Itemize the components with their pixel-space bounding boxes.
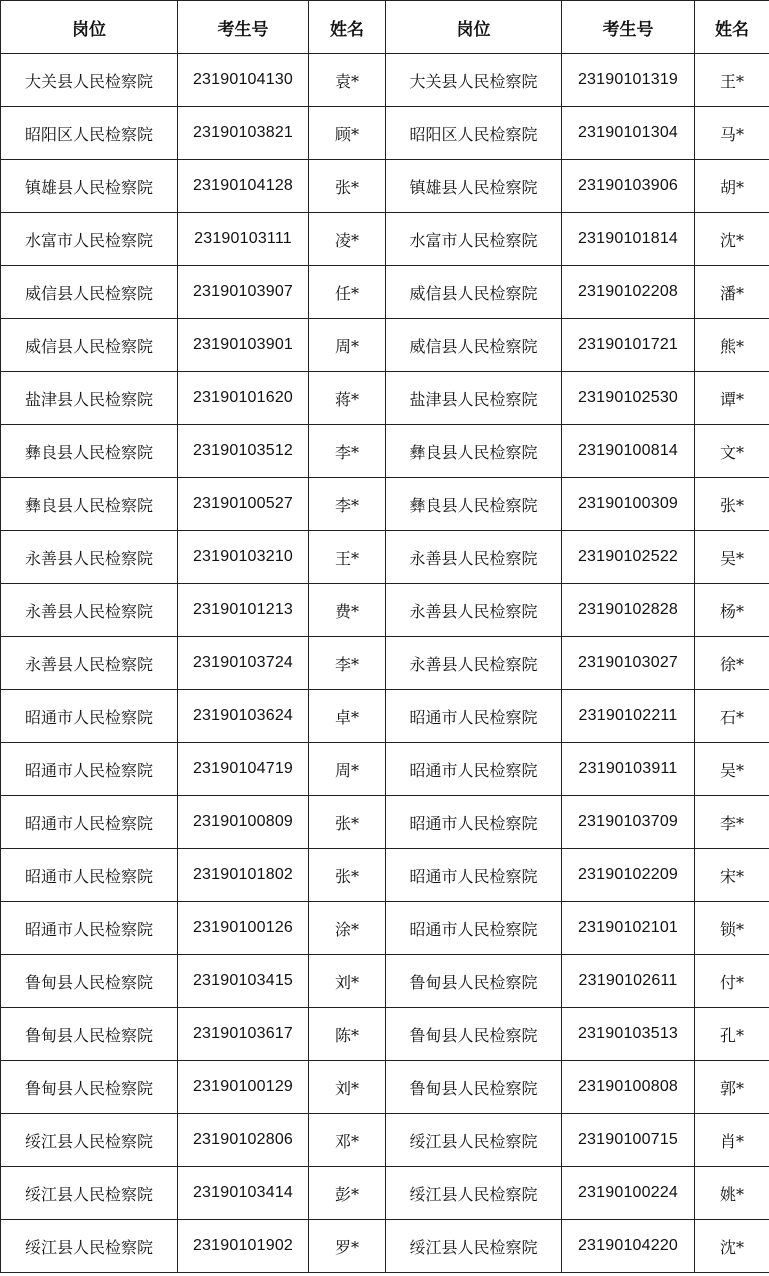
table-row bbox=[1, 955, 769, 1008]
header-exam-number-right: 考生号 bbox=[562, 1, 695, 54]
cell-exam-number-left: 23190104128 bbox=[178, 160, 309, 213]
table-row bbox=[1, 425, 769, 478]
table-row bbox=[1, 584, 769, 637]
cell-exam-number-left: 23190102806 bbox=[178, 1114, 309, 1167]
cell-name-right: 郭* bbox=[695, 1061, 769, 1114]
table-row bbox=[1, 54, 769, 107]
cell-exam-number-right: 23190100715 bbox=[562, 1114, 695, 1167]
cell-exam-number-left: 23190101620 bbox=[178, 372, 309, 425]
cell-name-left: 邓* bbox=[309, 1114, 386, 1167]
cell-exam-number-right: 23190100814 bbox=[562, 425, 695, 478]
cell-name-left: 罗* bbox=[309, 1220, 386, 1273]
cell-exam-number-right: 23190101319 bbox=[562, 54, 695, 107]
cell-name-right: 沈* bbox=[695, 1220, 769, 1273]
cell-exam-number-left: 23190100129 bbox=[178, 1061, 309, 1114]
cell-name-right: 马* bbox=[695, 107, 769, 160]
cell-exam-number-right: 23190100224 bbox=[562, 1167, 695, 1220]
cell-post-left: 昭通市人民检察院 bbox=[1, 902, 178, 955]
cell-name-right: 肖* bbox=[695, 1114, 769, 1167]
cell-name-right: 胡* bbox=[695, 160, 769, 213]
cell-post-left: 永善县人民检察院 bbox=[1, 584, 178, 637]
cell-exam-number-right: 23190103906 bbox=[562, 160, 695, 213]
cell-post-left: 昭阳区人民检察院 bbox=[1, 107, 178, 160]
cell-post-left: 昭通市人民检察院 bbox=[1, 849, 178, 902]
cell-name-left: 刘* bbox=[309, 1061, 386, 1114]
cell-exam-number-right: 23190101814 bbox=[562, 213, 695, 266]
table-row bbox=[1, 902, 769, 955]
table-row bbox=[1, 319, 769, 372]
cell-name-right: 吴* bbox=[695, 743, 769, 796]
cell-post-right: 昭通市人民检察院 bbox=[386, 743, 562, 796]
cell-name-left: 李* bbox=[309, 478, 386, 531]
cell-post-right: 彝良县人民检察院 bbox=[386, 478, 562, 531]
cell-post-left: 彝良县人民检察院 bbox=[1, 425, 178, 478]
cell-name-left: 彭* bbox=[309, 1167, 386, 1220]
cell-name-left: 涂* bbox=[309, 902, 386, 955]
cell-exam-number-left: 23190103617 bbox=[178, 1008, 309, 1061]
cell-post-left: 绥江县人民检察院 bbox=[1, 1167, 178, 1220]
table-row bbox=[1, 796, 769, 849]
cell-post-left: 永善县人民检察院 bbox=[1, 637, 178, 690]
table-row bbox=[1, 1220, 769, 1273]
table-row bbox=[1, 1114, 769, 1167]
cell-exam-number-right: 23190103027 bbox=[562, 637, 695, 690]
cell-exam-number-right: 23190101304 bbox=[562, 107, 695, 160]
cell-exam-number-right: 23190100808 bbox=[562, 1061, 695, 1114]
cell-post-left: 鲁甸县人民检察院 bbox=[1, 1061, 178, 1114]
cell-post-left: 昭通市人民检察院 bbox=[1, 743, 178, 796]
cell-name-left: 陈* bbox=[309, 1008, 386, 1061]
cell-exam-number-right: 23190103709 bbox=[562, 796, 695, 849]
cell-post-left: 鲁甸县人民检察院 bbox=[1, 955, 178, 1008]
cell-post-left: 水富市人民检察院 bbox=[1, 213, 178, 266]
cell-name-right: 潘* bbox=[695, 266, 769, 319]
cell-name-right: 付* bbox=[695, 955, 769, 1008]
cell-post-left: 绥江县人民检察院 bbox=[1, 1220, 178, 1273]
cell-name-right: 张* bbox=[695, 478, 769, 531]
cell-exam-number-right: 23190104220 bbox=[562, 1220, 695, 1273]
cell-post-left: 盐津县人民检察院 bbox=[1, 372, 178, 425]
cell-name-right: 李* bbox=[695, 796, 769, 849]
cell-name-right: 吴* bbox=[695, 531, 769, 584]
cell-exam-number-left: 23190100809 bbox=[178, 796, 309, 849]
cell-exam-number-right: 23190102209 bbox=[562, 849, 695, 902]
cell-name-left: 蒋* bbox=[309, 372, 386, 425]
cell-post-right: 彝良县人民检察院 bbox=[386, 425, 562, 478]
cell-name-right: 孔* bbox=[695, 1008, 769, 1061]
cell-exam-number-left: 23190103724 bbox=[178, 637, 309, 690]
cell-name-right: 姚* bbox=[695, 1167, 769, 1220]
cell-post-right: 昭通市人民检察院 bbox=[386, 796, 562, 849]
cell-post-right: 大关县人民检察院 bbox=[386, 54, 562, 107]
cell-name-right: 锁* bbox=[695, 902, 769, 955]
cell-exam-number-left: 23190103210 bbox=[178, 531, 309, 584]
cell-exam-number-right: 23190102611 bbox=[562, 955, 695, 1008]
cell-post-left: 镇雄县人民检察院 bbox=[1, 160, 178, 213]
cell-post-left: 昭通市人民检察院 bbox=[1, 690, 178, 743]
cell-post-left: 威信县人民检察院 bbox=[1, 266, 178, 319]
cell-post-left: 鲁甸县人民检察院 bbox=[1, 1008, 178, 1061]
cell-post-right: 昭通市人民检察院 bbox=[386, 902, 562, 955]
cell-post-right: 水富市人民检察院 bbox=[386, 213, 562, 266]
cell-name-left: 张* bbox=[309, 849, 386, 902]
cell-name-left: 李* bbox=[309, 637, 386, 690]
table-row bbox=[1, 372, 769, 425]
cell-exam-number-left: 23190100126 bbox=[178, 902, 309, 955]
header-post-left: 岗位 bbox=[1, 1, 178, 54]
cell-exam-number-left: 23190101213 bbox=[178, 584, 309, 637]
cell-name-left: 周* bbox=[309, 319, 386, 372]
table-row bbox=[1, 1061, 769, 1114]
table-row bbox=[1, 637, 769, 690]
cell-post-right: 绥江县人民检察院 bbox=[386, 1220, 562, 1273]
cell-exam-number-right: 23190101721 bbox=[562, 319, 695, 372]
cell-name-right: 熊* bbox=[695, 319, 769, 372]
cell-exam-number-left: 23190103414 bbox=[178, 1167, 309, 1220]
table-body bbox=[1, 54, 769, 1273]
cell-name-right: 石* bbox=[695, 690, 769, 743]
cell-post-right: 昭通市人民检察院 bbox=[386, 849, 562, 902]
cell-name-left: 王* bbox=[309, 531, 386, 584]
header-exam-number-left: 考生号 bbox=[178, 1, 309, 54]
cell-exam-number-right: 23190102522 bbox=[562, 531, 695, 584]
cell-name-left: 周* bbox=[309, 743, 386, 796]
cell-name-right: 宋* bbox=[695, 849, 769, 902]
table-row bbox=[1, 1167, 769, 1220]
cell-exam-number-left: 23190103624 bbox=[178, 690, 309, 743]
cell-post-right: 永善县人民检察院 bbox=[386, 531, 562, 584]
cell-post-right: 盐津县人民检察院 bbox=[386, 372, 562, 425]
cell-name-left: 任* bbox=[309, 266, 386, 319]
cell-exam-number-left: 23190104130 bbox=[178, 54, 309, 107]
table-row bbox=[1, 478, 769, 531]
cell-post-left: 永善县人民检察院 bbox=[1, 531, 178, 584]
cell-exam-number-right: 23190102530 bbox=[562, 372, 695, 425]
cell-name-right: 杨* bbox=[695, 584, 769, 637]
table-row bbox=[1, 1008, 769, 1061]
cell-post-right: 绥江县人民检察院 bbox=[386, 1167, 562, 1220]
cell-post-right: 永善县人民检察院 bbox=[386, 637, 562, 690]
cell-exam-number-right: 23190100309 bbox=[562, 478, 695, 531]
header-post-right: 岗位 bbox=[386, 1, 562, 54]
cell-name-left: 刘* bbox=[309, 955, 386, 1008]
cell-name-right: 谭* bbox=[695, 372, 769, 425]
cell-post-right: 鲁甸县人民检察院 bbox=[386, 1008, 562, 1061]
table-header bbox=[1, 1, 769, 54]
cell-exam-number-left: 23190103821 bbox=[178, 107, 309, 160]
cell-post-right: 威信县人民检察院 bbox=[386, 266, 562, 319]
cell-post-right: 永善县人民检察院 bbox=[386, 584, 562, 637]
cell-name-left: 李* bbox=[309, 425, 386, 478]
cell-exam-number-right: 23190102211 bbox=[562, 690, 695, 743]
header-name-left: 姓名 bbox=[309, 1, 386, 54]
cell-post-right: 昭通市人民检察院 bbox=[386, 690, 562, 743]
cell-name-left: 顾* bbox=[309, 107, 386, 160]
cell-exam-number-left: 23190101802 bbox=[178, 849, 309, 902]
header-name-right: 姓名 bbox=[695, 1, 769, 54]
cell-exam-number-left: 23190103512 bbox=[178, 425, 309, 478]
cell-post-left: 彝良县人民检察院 bbox=[1, 478, 178, 531]
cell-post-left: 昭通市人民检察院 bbox=[1, 796, 178, 849]
table-row bbox=[1, 213, 769, 266]
cell-post-left: 绥江县人民检察院 bbox=[1, 1114, 178, 1167]
cell-exam-number-right: 23190103513 bbox=[562, 1008, 695, 1061]
cell-name-left: 费* bbox=[309, 584, 386, 637]
table-row bbox=[1, 266, 769, 319]
cell-post-right: 昭阳区人民检察院 bbox=[386, 107, 562, 160]
cell-exam-number-right: 23190102101 bbox=[562, 902, 695, 955]
cell-post-right: 绥江县人民检察院 bbox=[386, 1114, 562, 1167]
cell-post-left: 大关县人民检察院 bbox=[1, 54, 178, 107]
cell-exam-number-left: 23190104719 bbox=[178, 743, 309, 796]
table-row bbox=[1, 690, 769, 743]
cell-exam-number-left: 23190100527 bbox=[178, 478, 309, 531]
cell-name-left: 张* bbox=[309, 160, 386, 213]
cell-name-left: 凌* bbox=[309, 213, 386, 266]
cell-name-right: 文* bbox=[695, 425, 769, 478]
cell-post-left: 威信县人民检察院 bbox=[1, 319, 178, 372]
cell-name-left: 张* bbox=[309, 796, 386, 849]
cell-exam-number-left: 23190101902 bbox=[178, 1220, 309, 1273]
cell-post-right: 鲁甸县人民检察院 bbox=[386, 955, 562, 1008]
cell-exam-number-right: 23190103911 bbox=[562, 743, 695, 796]
cell-post-right: 鲁甸县人民检察院 bbox=[386, 1061, 562, 1114]
cell-exam-number-left: 23190103907 bbox=[178, 266, 309, 319]
header-row bbox=[1, 1, 769, 54]
cell-exam-number-right: 23190102208 bbox=[562, 266, 695, 319]
cell-post-right: 镇雄县人民检察院 bbox=[386, 160, 562, 213]
cell-post-right: 威信县人民检察院 bbox=[386, 319, 562, 372]
table-row bbox=[1, 849, 769, 902]
table-row bbox=[1, 531, 769, 584]
table-row bbox=[1, 160, 769, 213]
cell-name-right: 徐* bbox=[695, 637, 769, 690]
cell-exam-number-left: 23190103111 bbox=[178, 213, 309, 266]
cell-name-right: 沈* bbox=[695, 213, 769, 266]
cell-name-left: 卓* bbox=[309, 690, 386, 743]
table-row bbox=[1, 107, 769, 160]
cell-exam-number-left: 23190103415 bbox=[178, 955, 309, 1008]
cell-exam-number-right: 23190102828 bbox=[562, 584, 695, 637]
cell-exam-number-left: 23190103901 bbox=[178, 319, 309, 372]
cell-name-left: 袁* bbox=[309, 54, 386, 107]
cell-name-right: 王* bbox=[695, 54, 769, 107]
table-row bbox=[1, 743, 769, 796]
